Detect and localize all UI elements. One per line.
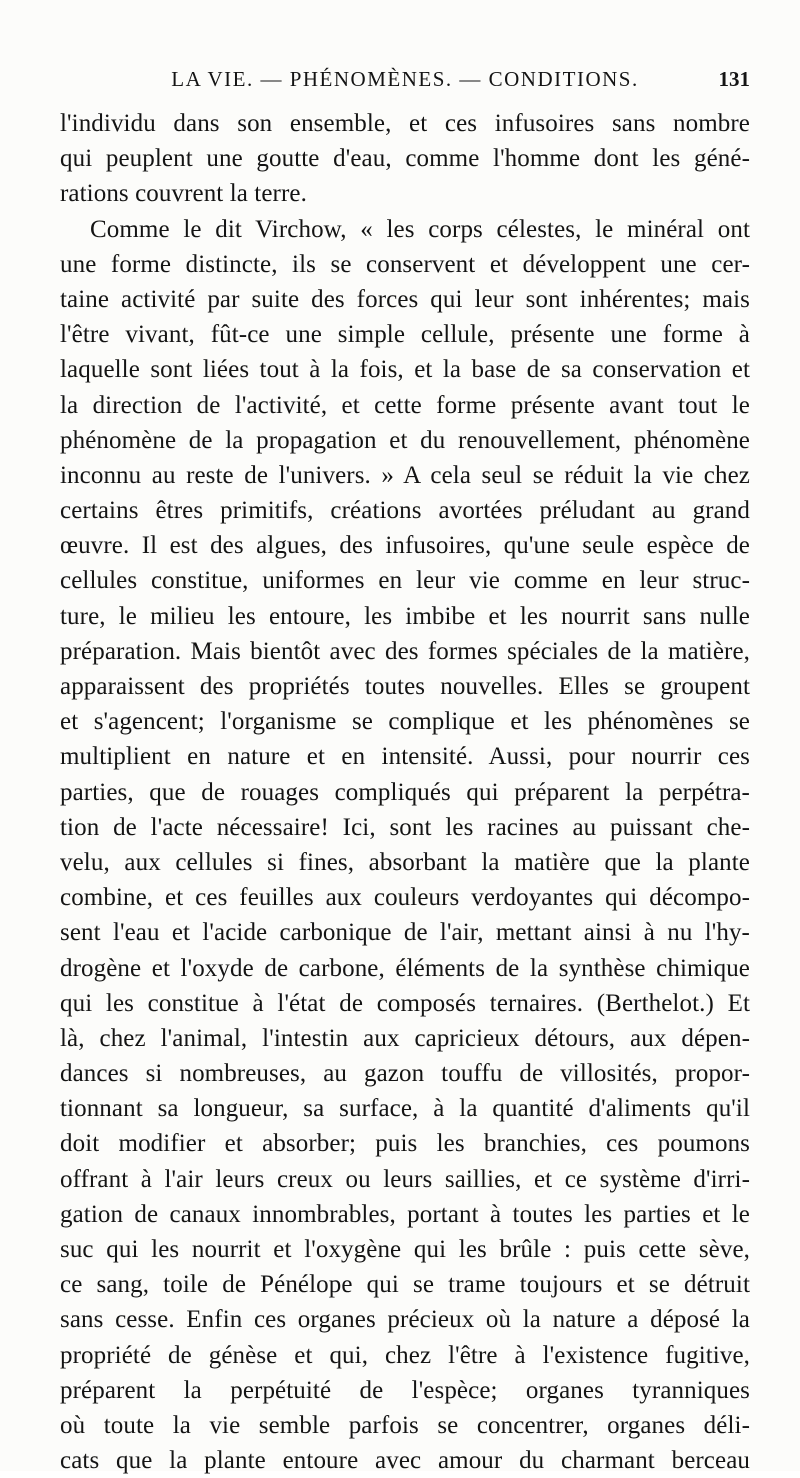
body-text — [60, 106, 750, 1478]
text-line: taine activité par suite des forces qui leur sont inhérentes; mais — [60, 285, 750, 313]
text-line: ce sang, toile de Pénélope qui se trame toujours et se détruit — [60, 1271, 750, 1299]
text-line: apparaissent des propriétés toutes nouvelles. Elles se groupent — [60, 673, 750, 700]
text-line: et s'agencent; l'organisme se complique et les phénomènes se — [60, 708, 750, 736]
text-line: phénomène de la propagation et du renouvellement, phénomène — [60, 426, 750, 454]
text-line: suc qui les nourrit et l'oxygène qui les brûle : puis cette sève, — [60, 1236, 750, 1263]
text-line: certains êtres primitifs, créations avortées préludant au grand — [60, 497, 750, 525]
text-line: velu, aux cellules si fines, absorbant la matière que la plante — [60, 848, 750, 876]
text-line: ture, le milieu les entoure, les imbibe et les nourrit sans nulle — [60, 602, 750, 630]
text-line: combine, et ces feuilles aux couleurs verdoyantes qui décompo- — [60, 884, 750, 912]
text-line: qui peuplent une goutte d'eau, comme l'homme dont les géné- — [60, 145, 750, 173]
text-line: inconnu au reste de l'univers. » A cela seul se réduit la vie chez — [60, 461, 750, 489]
text-line: l'être vivant, fût-ce une simple cellule, présente une forme à — [60, 321, 750, 349]
text-line: sans cesse. Enfin ces organes précieux où la nature a déposé la — [60, 1306, 750, 1334]
text-line: rations couvrent la terre. — [60, 180, 307, 208]
text-line: dances si nombreuses, au gazon touffu de villosités, propor- — [60, 1060, 750, 1088]
text-line: propriété de génèse et qui, chez l'être à l'existence fugitive, — [60, 1341, 750, 1369]
paragraph — [60, 212, 750, 1478]
text-line: cats que la plante entoure avec amour du charmant berceau — [60, 1447, 750, 1475]
running-title: LA VIE. — PHÉNOMÈNES. — CONDITIONS. — [171, 67, 639, 91]
text-line: laquelle sont liées tout à la fois, et la base de sa conservation et — [60, 356, 750, 384]
text-line: drogène et l'oxyde de carbone, éléments de la synthèse chimique — [60, 954, 750, 982]
text-line: la direction de l'activité, et cette forme présente avant tout le — [60, 391, 750, 419]
text-line: cellules constitue, uniformes en leur vie comme en leur struc- — [60, 567, 750, 595]
text-line: une forme distincte, ils se conservent et développent une cer- — [60, 250, 750, 278]
text-line: l'individu dans son ensemble, et ces infusoires sans nombre — [60, 110, 750, 137]
text-line: sent l'eau et l'acide carbonique de l'air, mettant ainsi à nu l'hy- — [60, 919, 750, 947]
text-line: Comme le dit Virchow, « les corps célestes, le minéral ont — [90, 215, 750, 243]
text-line: là, chez l'animal, l'intestin aux capricieux détours, aux dépen- — [60, 1024, 750, 1052]
text-line: gation de canaux innombrables, portant à toutes les parties et le — [60, 1200, 750, 1228]
text-line: préparent la perpétuité de l'espèce; organes tyranniques — [60, 1376, 750, 1404]
paragraph — [60, 106, 750, 212]
text-line: tionnant sa longueur, sa surface, à la quantité d'aliments qu'il — [60, 1095, 750, 1123]
page-number: 131 — [718, 67, 750, 91]
text-line: offrant à l'air leurs creux ou leurs saillies, et ce système d'irri- — [60, 1165, 750, 1193]
text-line: parties, que de rouages compliqués qui préparent la perpétra- — [60, 778, 750, 806]
text-line: où toute la vie semble parfois se concentrer, organes déli- — [60, 1411, 750, 1439]
running-head — [60, 62, 750, 96]
text-line: œuvre. Il est des algues, des infusoires, qu'une seule espèce de — [60, 532, 750, 560]
text-line: multiplient en nature et en intensité. Aussi, pour nourrir ces — [60, 743, 750, 771]
text-line: qui les constitue à l'état de composés ternaires. (Berthelot.) Et — [60, 989, 750, 1017]
text-line: préparation. Mais bientôt avec des formes spéciales de la matière, — [60, 637, 750, 665]
text-line: doit modifier et absorber; puis les branchies, ces poumons — [60, 1130, 750, 1158]
text-line: tion de l'acte nécessaire! Ici, sont les racines au puissant che- — [60, 813, 750, 841]
